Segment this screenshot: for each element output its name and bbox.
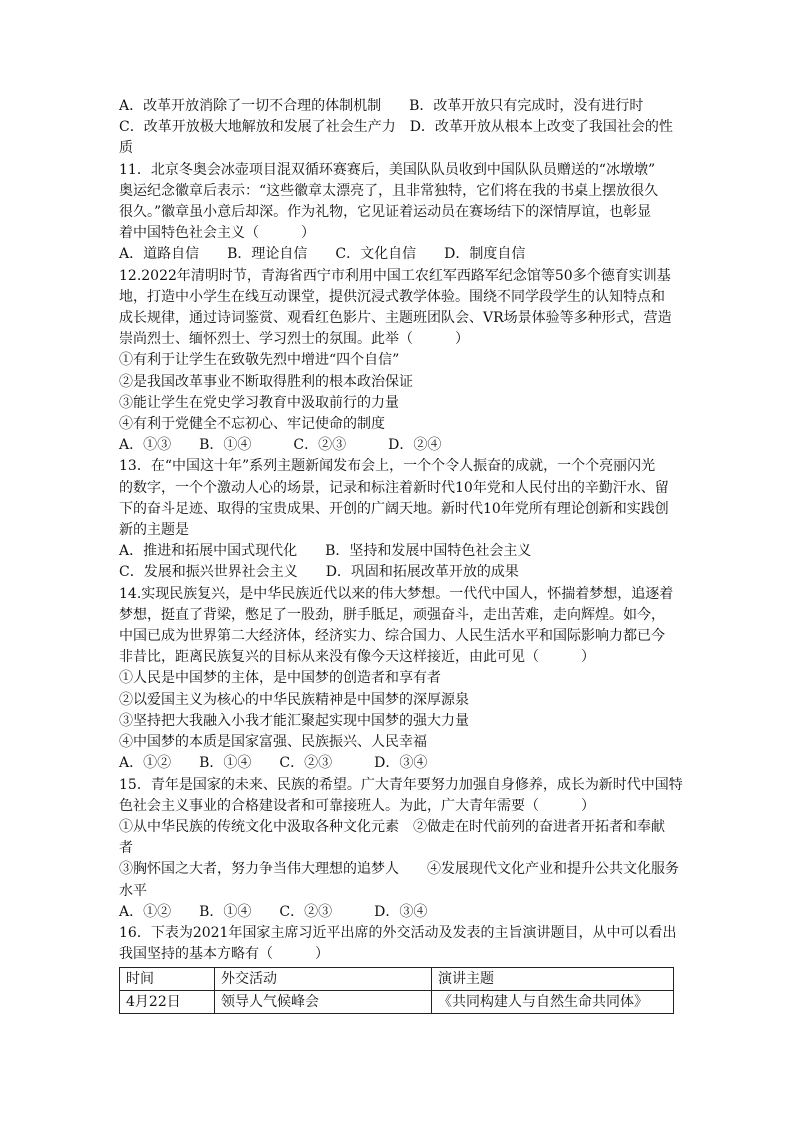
text-line: ④有利于党健全不忘初心、牢记使命的制度 xyxy=(119,416,385,433)
text-line: 色社会主义事业的合格建设者和可靠接班人。为此，广大青年需要（ ） xyxy=(119,797,595,814)
text-line: A．①② B．①④ C．②③ D．③④ xyxy=(119,755,428,772)
question-text-block xyxy=(119,96,683,965)
table-header-cell: 外交活动 xyxy=(215,968,432,991)
text-line: 奥运纪念徽章后表示：“这些徽章太漂亮了，且非常独特，它们将在我的书桌上摆放很久 xyxy=(119,182,659,199)
text-line: ③胸怀国之大者，努力争当伟大理想的追梦人 ④发展现代文化产业和提升公共文化服务 xyxy=(119,861,679,878)
table-cell: 领导人气候峰会 xyxy=(215,991,432,1014)
table-cell: 4月22日 xyxy=(120,991,215,1014)
text-line: 质 xyxy=(119,140,133,157)
text-line: 我国坚持的基本方略有（ ） xyxy=(119,946,329,963)
text-line: A．①② B．①④ C．②③ D．③④ xyxy=(119,903,428,920)
text-line: A．①③ B．①④ C．②③ D．②④ xyxy=(119,437,442,454)
text-line: A．改革开放消除了一切不合理的体制机制 B．改革开放只有完成时，没有进行时 xyxy=(119,98,644,114)
text-line: 15．青年是国家的未来、民族的希望。广大青年要努力加强自身修养，成长为新时代中国特 xyxy=(119,776,683,793)
text-line: 者 xyxy=(119,840,133,857)
text-line: 12.2022年清明时节，青海省西宁市利用中国工农红军西路军纪念馆等50多个德育实训基 xyxy=(119,267,671,284)
exam-page xyxy=(119,96,683,1014)
table-header-row xyxy=(120,968,674,991)
text-line: 地，打造中小学生在线互动课堂，提供沉浸式教学体验。围绕不同学段学生的认知特点和 xyxy=(119,288,665,305)
text-line: ②以爱国主义为核心的中华民族精神是中国梦的深厚源泉 xyxy=(119,691,469,708)
text-line: 13．在“中国这十年”系列主题新闻发布会上，一个个令人振奋的成就，一个个亮丽闪光 xyxy=(119,458,656,475)
text-line: 梦想，挺直了背梁，憋足了一股劲，胼手胝足，顽强奋斗，走出苦难，走向辉煌。如今， xyxy=(119,606,665,623)
table-cell: 《共同构建人与自然生命共同体》 xyxy=(432,991,674,1014)
text-line: 新的主题是 xyxy=(119,522,189,539)
table-header-cell: 时间 xyxy=(120,968,215,991)
text-line: 成长规律，通过诗词鉴赏、观看红色影片、主题班团队会、VR场景体验等多种形式，营造 xyxy=(119,310,672,327)
text-line: 的数字，一个个激动人心的场景，记录和标注着新时代10年党和人民付出的辛勤汗水、留 xyxy=(119,479,669,496)
text-line: 很久。”徽章虽小意后却深。作为礼物，它见证着运动员在赛场结下的深情厚谊，也彰显 xyxy=(119,204,652,221)
text-line: ③能让学生在党史学习教育中汲取前行的力量 xyxy=(119,394,399,411)
text-line: 11．北京冬奥会冰壶项目混双循环赛赛后，美国队队员收到中国队队员赠送的“冰墩墩” xyxy=(119,161,656,178)
text-line: 非昔比，距离民族复兴的目标从来没有像今天这样接近，由此可见（ ） xyxy=(119,649,595,666)
text-line: ③坚持把大我融入小我才能汇聚起实现中国梦的强大力量 xyxy=(119,712,469,729)
text-line: C．改革开放极大地解放和发展了社会生产力 D．改革开放从根本上改变了我国社会的性 xyxy=(119,119,673,136)
text-line: ①人民是中国梦的主体，是中国梦的创造者和享有者 xyxy=(119,670,441,687)
text-line: A．推进和拓展中国式现代化 B．坚持和发展中国特色社会主义 xyxy=(119,543,532,560)
text-line: A．道路自信 B．理论自信 C．文化自信 D．制度自信 xyxy=(119,246,526,263)
text-line: 崇尚烈士、缅怀烈士、学习烈士的氛围。此举（ ） xyxy=(119,331,469,348)
text-line: 着中国特色社会主义（ ） xyxy=(119,225,315,242)
text-line: ①从中华民族的传统文化中汲取各种文化元素 ②做走在时代前列的奋进者开拓者和奉献 xyxy=(119,818,665,835)
text-line: 14.实现民族复兴，是中华民族近代以来的伟大梦想。一代代中国人，怀揣着梦想，追逐着 xyxy=(119,585,674,602)
text-line: ②是我国改革事业不断取得胜利的根本政治保证 xyxy=(119,373,413,390)
text-line: 16．下表为2021年国家主席习近平出席的外交活动及发表的主旨演讲题目，从中可以看出 xyxy=(119,924,677,941)
text-line: 水平 xyxy=(119,882,147,899)
text-line: ①有利于让学生在致敬先烈中增进“四个自信” xyxy=(119,352,400,369)
text-line: C．发展和振兴世界社会主义 D．巩固和拓展改革开放的成果 xyxy=(119,564,519,581)
table-row xyxy=(120,991,674,1014)
table-header-cell: 演讲主题 xyxy=(432,968,674,991)
diplomacy-table xyxy=(119,967,674,1014)
text-line: 下的奋斗足迹、取得的宝贵成果、开创的广阔天地。新时代10年党所有理论创新和实践创 xyxy=(119,500,669,517)
text-line: ④中国梦的本质是国家富强、民族振兴、人民幸福 xyxy=(119,734,427,751)
text-line: 中国已成为世界第二大经济体，经济实力、综合国力、人民生活水平和国际影响力都已今 xyxy=(119,628,665,645)
